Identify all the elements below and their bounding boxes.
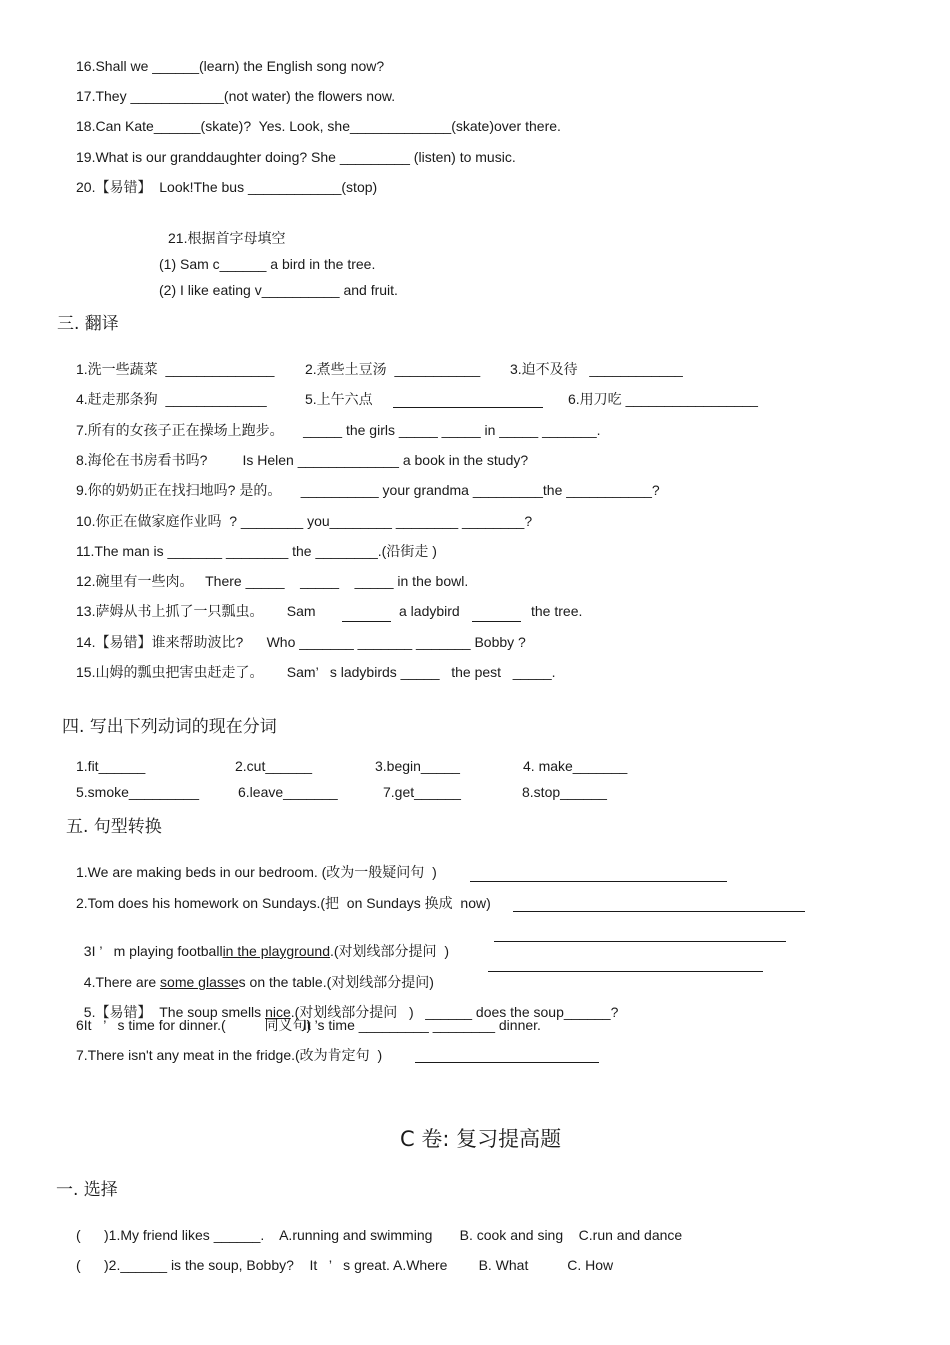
transform-6-answer: It ’s time _________ ________ dinner. (303, 1017, 541, 1033)
section-4-heading: 四. 写出下列动词的现在分词 (62, 717, 277, 737)
transform-3-tail: .(对划线部分提问 ) (329, 943, 449, 959)
question-21-2: (2) I like eating v__________ and fruit. (159, 282, 398, 298)
verb-8: 8.stop______ (522, 784, 607, 800)
section-3-heading: 三. 翻译 (57, 314, 119, 334)
transform-4-lead: 4.There are (83, 974, 157, 990)
transform-7-answer-line (415, 1062, 599, 1063)
translate-7: 7.所有的女孩子正在操场上跑步。 _____ the girls _____ _____ in _____ _______. (76, 422, 601, 438)
translate-13-part-b: the tree. (531, 603, 583, 619)
translate-15: 15.山姆的瓢虫把害虫赶走了。 Sam’ s ladybirds _____ the pest _____. (76, 664, 556, 680)
translate-2: 2.煮些土豆汤 ___________ (305, 361, 481, 377)
translate-10: 10.你正在做家庭作业吗 ? ________ you________ ________ ________? (76, 513, 533, 529)
transform-1: 1.We are making beds in our bedroom. (改为一般疑问句 ) (76, 864, 437, 880)
transform-1-answer-line (470, 881, 727, 882)
verb-7: 7.get______ (383, 784, 461, 800)
verb-3: 3.begin_____ (375, 758, 460, 774)
transform-2-answer-line (513, 911, 805, 912)
transform-4-underlined: some glasse (160, 974, 239, 990)
transform-6: 6It ’ s time for dinner.( 同义句) (76, 1017, 312, 1033)
translate-3: 3.迫不及待 ____________ (510, 361, 683, 377)
verb-2: 2.cut______ (235, 758, 313, 774)
question-21-title: 21.根据首字母填空 (168, 230, 286, 246)
translate-4: 4.赶走那条狗 _____________ (76, 391, 267, 407)
question-19: 19.What is our granddaughter doing? She _________ (listen) to music. (76, 149, 516, 165)
translate-13-part-a: a ladybird (399, 603, 460, 619)
translate-5: 5.上午六点 (305, 391, 373, 407)
question-16: 16.Shall we ______(learn) the English song now? (76, 58, 385, 74)
translate-13: 13.萨姆从书上抓了一只瓢虫。 Sam (76, 603, 316, 619)
translate-11: 11.The man is _______ ________ the ________.(沿街走 ) (76, 543, 437, 559)
transform-3-lead: 3I ’ m playing football (83, 943, 223, 959)
transform-4-tail: s on the table.(对划线部分提问) (238, 974, 434, 990)
translate-5-blank (393, 407, 543, 408)
question-20: 20.【易错】 Look!The bus ____________(stop) (76, 179, 378, 195)
transform-5-underlined: nice (265, 1004, 291, 1020)
translate-13-blank-2 (472, 621, 521, 622)
choice-question-1: ( )1.My friend likes ______. A.running and swimming B. cook and sing C.run and dance (76, 1227, 683, 1243)
transform-3-underlined: in the playground (222, 943, 330, 959)
question-18: 18.Can Kate______(skate)? Yes. Look, she_____________(skate)over there. (76, 118, 561, 134)
verb-1: 1.fit______ (76, 758, 146, 774)
transform-5-lead: 5.【易错】 The soup smells (83, 1004, 262, 1020)
translate-9: 9.你的奶奶正在找扫地吗? 是的。 __________ your grandma _________the ___________? (76, 482, 660, 498)
transform-3-answer-line (494, 941, 786, 942)
transform-4-answer-line (488, 971, 763, 972)
part-c-title: C 卷: 复习提高题 (400, 1127, 562, 1151)
transform-7: 7.There isn't any meat in the fridge.(改为肯定句 ) (76, 1047, 383, 1063)
translate-8: 8.海伦在书房看书吗? Is Helen _____________ a book in the study? (76, 452, 529, 468)
transform-2: 2.Tom does his homework on Sundays.(把 on Sundays 换成 now) (76, 895, 491, 911)
transform-5-tail: .(对划线部分提问 ) ______ does the soup______? (290, 1004, 619, 1020)
section-5-heading: 五. 句型转换 (66, 817, 162, 837)
translate-13-blank-1 (342, 621, 391, 622)
choice-question-2: ( )2.______ is the soup, Bobby? It ’ s great. A.Where B. What C. How (76, 1257, 614, 1273)
verb-5: 5.smoke_________ (76, 784, 199, 800)
translate-6: 6.用刀吃 _________________ (568, 391, 758, 407)
translate-12: 12.碗里有一些肉。 There _____ _____ _____ in the bowl. (76, 573, 469, 589)
translate-1: 1.洗一些蔬菜 ______________ (76, 361, 275, 377)
verb-4: 4. make_______ (523, 758, 628, 774)
question-17: 17.They ____________(not water) the flowers now. (76, 88, 396, 104)
question-21-1: (1) Sam c______ a bird in the tree. (159, 256, 376, 272)
part-c-section-1-heading: 一. 选择 (56, 1180, 118, 1200)
verb-6: 6.leave_______ (238, 784, 338, 800)
translate-14: 14.【易错】谁来帮助波比? Who _______ _______ _______ Bobby ? (76, 634, 526, 650)
